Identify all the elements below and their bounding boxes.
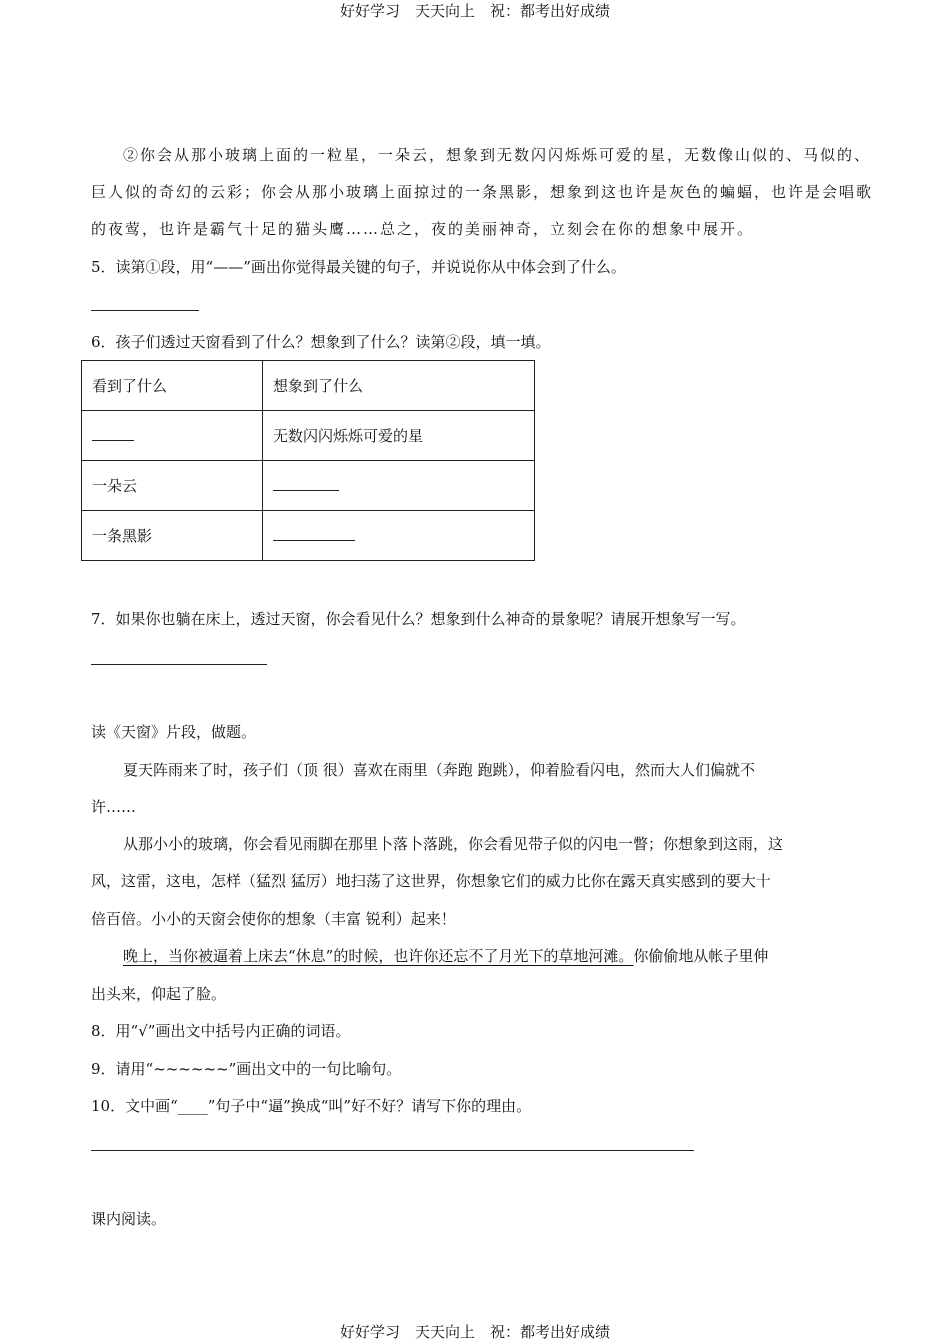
table-header-imagined: 想象到了什么 — [263, 361, 535, 411]
answer-line-q7[interactable] — [91, 664, 267, 665]
table-header-row — [82, 361, 535, 411]
fill-blank[interactable] — [92, 426, 134, 441]
question-6: 6．孩子们透过天窗看到了什么？想象到了什么？读第②段，填一填。 — [91, 333, 551, 351]
section2-p3-rest: 你偷偷地从帐子里伸 — [633, 947, 769, 965]
answer-line-q5[interactable] — [91, 310, 199, 311]
question-7: 7．如果你也躺在床上，透过天窗，你会看见什么？想象到什么神奇的景象呢？请展开想象写一写。 — [91, 610, 746, 628]
page-footer: 好好学习 天天向上 祝：都考出好成绩 — [339, 1323, 610, 1341]
section2-p3-line1 — [123, 945, 768, 966]
fill-table — [81, 360, 535, 561]
fill-blank[interactable] — [273, 476, 339, 491]
question-8: 8．用“√”画出文中括号内正确的词语。 — [91, 1022, 351, 1040]
section2-p1-line2: 许…… — [91, 798, 137, 816]
passage1-line2: 巨人似的奇幻的云彩；你会从那小玻璃上面掠过的一条黑影，想象到这也许是灰色的蝙蝠，也许是会唱歌 — [91, 183, 874, 201]
question-5: 5．读第①段，用“——”画出你觉得最关键的句子，并说说你从中体会到了什么。 — [91, 258, 626, 276]
fill-blank[interactable] — [273, 526, 355, 541]
table-header-seen: 看到了什么 — [82, 361, 263, 411]
table-row — [82, 411, 535, 461]
page-header: 好好学习 天天向上 祝：都考出好成绩 — [339, 2, 610, 20]
passage1-line1: ②你会从那小玻璃上面的一粒星，一朵云，想象到无数闪闪烁烁可爱的星，无数像山似的、马似的、 — [123, 146, 872, 164]
answer-line-q10[interactable] — [91, 1150, 694, 1151]
section2-p2-line2: 风，这雷，这电，怎样（猛烈 猛厉）地扫荡了这世界，你想象它们的威力比你在露天真实感到的要大十 — [91, 872, 771, 890]
table-cell: 一朵云 — [82, 461, 263, 511]
section2-p1-line1: 夏天阵雨来了时，孩子们（顶 很）喜欢在雨里（奔跑 跑跳），仰着脸看闪电，然而大人们偏就不 — [123, 761, 756, 779]
table-cell: 无数闪闪烁烁可爱的星 — [263, 411, 535, 461]
section2-intro: 读《天窗》片段，做题。 — [91, 723, 257, 741]
question-9: 9．请用“~~~~~~”画出文中的一句比喻句。 — [91, 1060, 402, 1078]
section3-intro: 课内阅读。 — [91, 1210, 167, 1228]
section2-p3-line2: 出头来，仰起了脸。 — [91, 985, 227, 1003]
table-cell[interactable] — [82, 411, 263, 461]
question-10: 10．文中画“____”句子中“逼”换成“叫”好不好？请写下你的理由。 — [91, 1097, 532, 1115]
table-cell[interactable] — [263, 511, 535, 561]
table-cell[interactable] — [263, 461, 535, 511]
table-row — [82, 511, 535, 561]
table-cell: 一条黑影 — [82, 511, 263, 561]
section2-p2-line1: 从那小小的玻璃，你会看见雨脚在那里卜落卜落跳，你会看见带子似的闪电一瞥；你想象到这雨，这 — [123, 835, 784, 853]
table-row — [82, 461, 535, 511]
underlined-sentence: 晚上，当你被逼着上床去“休息”的时候，也许你还忘不了月光下的草地河滩。 — [123, 947, 634, 965]
section2-p2-line3: 倍百倍。小小的天窗会使你的想象（丰富 锐利）起来！ — [91, 910, 456, 928]
passage1-line3: 的夜莺，也许是霸气十足的猫头鹰……总之，夜的美丽神奇，立刻会在你的想象中展开。 — [91, 220, 755, 238]
